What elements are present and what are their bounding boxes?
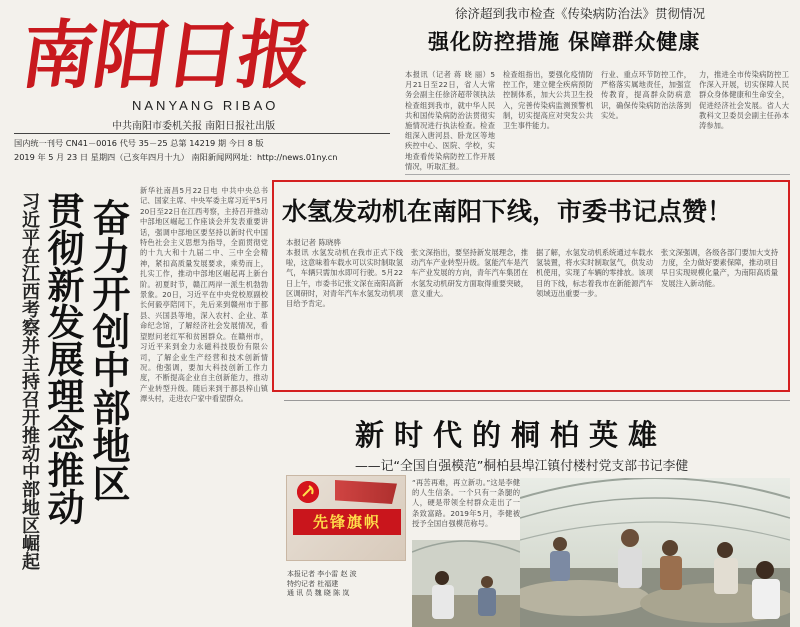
lead-story-body	[140, 186, 268, 627]
tongbai-story-headline: 新时代的桐柏英雄	[355, 418, 668, 452]
featured-story-col-3: 据了解，水氢发动机系统通过车载水氢装置，将水实时制取氢气，供发动机使用，实现了车辆的零排放。该项目的下线，标志着我市在新能源汽车领域迈出重要一步。	[536, 248, 653, 298]
tongbai-story-byline	[287, 570, 402, 599]
top-story-col-3: 行业、重点环节防控工作，严格落实属地责任，加强宣传教育，提高群众防病意识，确保传染病防治法落到实处。	[601, 70, 691, 120]
top-story-body	[405, 70, 789, 174]
byline-line-2: 特约记者 杜福建	[287, 579, 339, 588]
pioneer-banner-badge	[286, 475, 406, 561]
top-story-subtitle: 徐济超到我市检查《传染病防治法》贯彻情况	[455, 6, 706, 21]
top-story-headline: 强化防控措施 保障群众健康	[428, 30, 701, 54]
featured-story-byline: 本报记者 陈晓骅	[286, 238, 341, 247]
divider-line	[405, 174, 790, 175]
tongbai-story-text: “再苦再难，再立新功。”这是李健的人生信条。一个只有一条腿的人，硬是带领全村群众走出了一条致富路。2019年5月，李健被授予全国自强模范称号。	[412, 478, 520, 528]
top-story-col-1: 本报讯（记者 蒋 晓 丽）5月21日至22日，省人大常务会副主任徐济超带领执法检查组到我市，就中华人民共和国传染病防治法贯彻实施情况进行执法检查。检查组深入唐河县、卧龙区等地疾控中心、医院、学校，实地查看传染病防控工作开展情况，听取汇报。	[405, 70, 495, 171]
featured-story-headline: 水氢发动机在南阳下线，市委书记点赞！	[282, 197, 733, 226]
masthead-title: 南阳日报	[15, 13, 317, 99]
greenhouse-photo	[520, 478, 790, 627]
top-story-col-2: 检查组指出，要强化疫情防控工作，建立健全疾病预防控制体系，加大公共卫生投入，完善传染病监测预警机制，切实提高应对突发公共卫生事件能力。	[503, 70, 593, 131]
lead-story-headline-line-2: 贯彻新发展理念推动	[41, 192, 84, 525]
featured-story-col-4: 张文深强调，各级各部门要加大支持力度，全力做好要素保障，推动项目早日实现规模化量产，为南阳高质量发展注入新动能。	[661, 248, 778, 288]
featured-story-col-1: 本报讯 水氢发动机在我市正式下线啦，这意味着车载水可以实时制取氢气，车辆只需加水即可行驶。5月22日上午，市委书记张文深在南阳高新区调研时，对青年汽车水氢发动机项目给予肯定。	[286, 248, 403, 309]
byline-line-1: 本报记者 李小雷 赵 波	[287, 570, 357, 578]
featured-story-col-2: 张文深指出，要坚持新发展理念，推动汽车产业转型升级。氢能汽车是汽车产业发展的方向，青年汽车集团在水氢发动机研发方面取得重要突破，意义重大。	[411, 248, 528, 298]
party-emblem-icon	[297, 481, 319, 503]
lead-story-text: 新华社南昌5月22日电 中共中央总书记、国家主席、中央军委主席习近平5月20日至22日在江西考察，主持召开推动中部地区崛起工作座谈会并发表重要讲话，强调中部地区要坚持以新时代中国特色社会主义思想为指导，全面贯彻党的十九大和十九届二中、三中全会精神，紧扣高质量发展要求，乘势而上，扎实工作，推动中部地区崛起再上新台阶。初夏时节，赣江两岸一派生机勃勃景象。20日，习近平在中央党校原副校长何毅亭陪同下，先后来到赣州市于都县、兴国县等地，深入农村、企业、革命纪念馆，了解经济社会发展情况，看望慰问老红军和贫困群众。在赣州市，习近平来到金力永磁科技股份有限公司，了解企业生产经营和技术创新情况。他强调，要加大科技创新工作力度，不断提高企业自主创新能力，推动产业转型升级。随后来到于都县梓山镇潭头村，走进农户家中看望群众。	[140, 186, 268, 404]
workers-photo	[412, 540, 520, 627]
lead-story-headline-line-1: 奋力开创中部地区	[86, 198, 130, 502]
red-flag-icon	[335, 480, 397, 504]
pioneer-banner-label: 先锋旗帜	[293, 509, 401, 535]
lead-story-kicker: 习近平在江西考察并主持召开推动中部地区崛起	[19, 192, 40, 570]
featured-story-body	[286, 248, 782, 388]
issue-info-row-2: 2019 年 5 月 23 日 星期四（己亥年四月十九） 南阳新闻网网址：http://news.01ny.cn	[14, 152, 338, 162]
tongbai-story-subtitle: ——记“全国自强模范”桐柏县埠江镇付楼村党支部书记李健	[355, 459, 689, 474]
tongbai-story-body	[412, 478, 520, 538]
issue-info-row-1: 国内统一刊号 CN41－0016 代号 35－25 总第 14219 期 今日 8 版	[14, 138, 264, 148]
masthead	[15, 6, 317, 132]
masthead-pinyin: NANYANG RIBAO	[132, 98, 279, 113]
masthead-sponsor: 中共南阳市委机关报 南阳日报社出版	[112, 121, 276, 132]
byline-line-3: 通 讯 员 魏 晓 陈 岚	[287, 589, 350, 598]
issue-info-bar	[14, 133, 390, 165]
top-story-col-4: 力，推进全市传染病防控工作深入开展，切实保障人民群众身体健康和生命安全，促进经济社会发展。省人大教科文卫委员会副主任孙本涛参加。	[699, 70, 789, 131]
